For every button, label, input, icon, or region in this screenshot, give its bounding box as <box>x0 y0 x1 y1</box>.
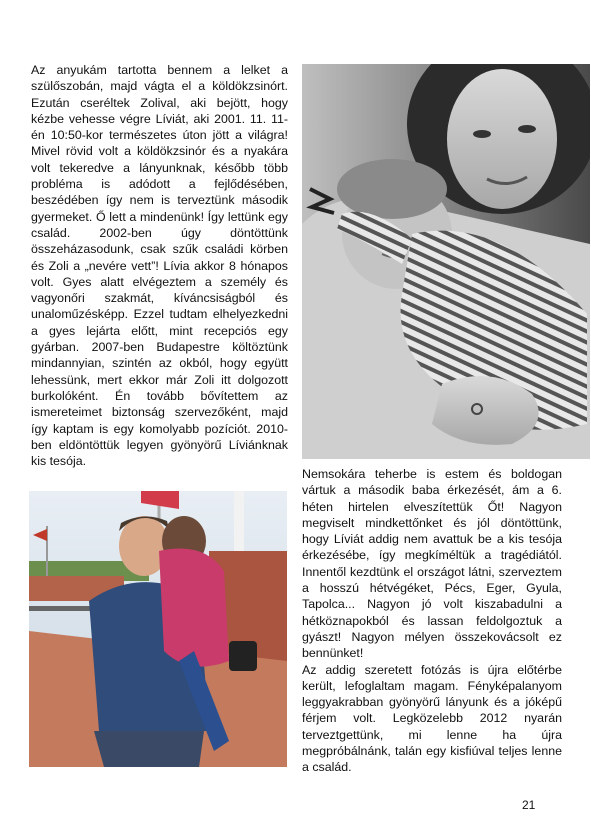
right-column-text <box>302 466 562 776</box>
left-paragraph: Az anyukám tartotta bennem a lelket a szülőszobán, majd vágta el a köldökzsinórt. Ezután cseréltek Zolival, aki bejött, hogy kézbe vehesse végre Líviát, aki 2001. 11. 11-én 10:50-kor természetes úton jött a világra! Mivel rövid volt a köldökzsinór és a nyakára volt tekeredve a lányunknak, később több probléma is adódott a fejlődésében, beszédében így nem is terveztünk második gyermeket. Ő lett a mindenünk! Így lettünk egy család. 2002-ben úgy döntöttünk összeházasodunk, csak szűk családi körben és Zoli a „nevére vett”! Lívia akkor 8 hónapos volt. Gyes alatt elvégeztem a személy és vagyonőri szakmát, kíváncsiságból és unaloműzésképp. Ezzel tudtam elhelyezkedni a gyes lejárta előtt, mint recepciós egy gyárban. 2007-ben Budapestre költöztünk mindannyian, szintén az okból, hogy együtt lehessünk, mert ekkor már Zoli itt dolgozott burkolóként. Én tovább bővítettem az ismereteimet biztonság szervezőként, majd így kaptam is egy komolyabb pozíciót. 2010-ben eldöntöttük legyen gyönyörű Líviánknak kis tesója. <box>31 63 288 469</box>
mother-baby-photo <box>302 64 590 459</box>
right-paragraph-2: Az addig szeretett fotózás is újra előtérbe került, lefoglaltam magam. Fényképalanyom leggyakrabban gyönyörű lányunk és a jóképű férjem volt. Legközelebb 2012 nyarán terveztgettünk, mi lenne ha újra megpróbálnánk, talán egy kisfiúval teljes lenne a család. <box>302 662 562 775</box>
father-daughter-photo <box>29 491 287 767</box>
left-column-text <box>31 62 288 469</box>
page-number: 21 <box>522 798 536 812</box>
right-paragraph-1: Nemsokára teherbe is estem és boldogan vártuk a második baba érkezését, ám a 6. héten hirtelen elveszítettük Őt! Nagyon megviselt mindkettőnket és jól döntöttünk, hogy Líviát addig nem avattuk be a kis tesója érkezésébe, így megkíméltük a tragédiától. Innentől kezdtünk el országot látni, szerveztem a hosszú hétvégéket, Pécs, Eger, Gyula, Tapolca... Nagyon jó volt kiszabadulni a hétköznapokból és lassan feldolgoztuk a gyászt! Nagyon mélyen összekovácsolt ez bennünket! <box>302 467 562 661</box>
